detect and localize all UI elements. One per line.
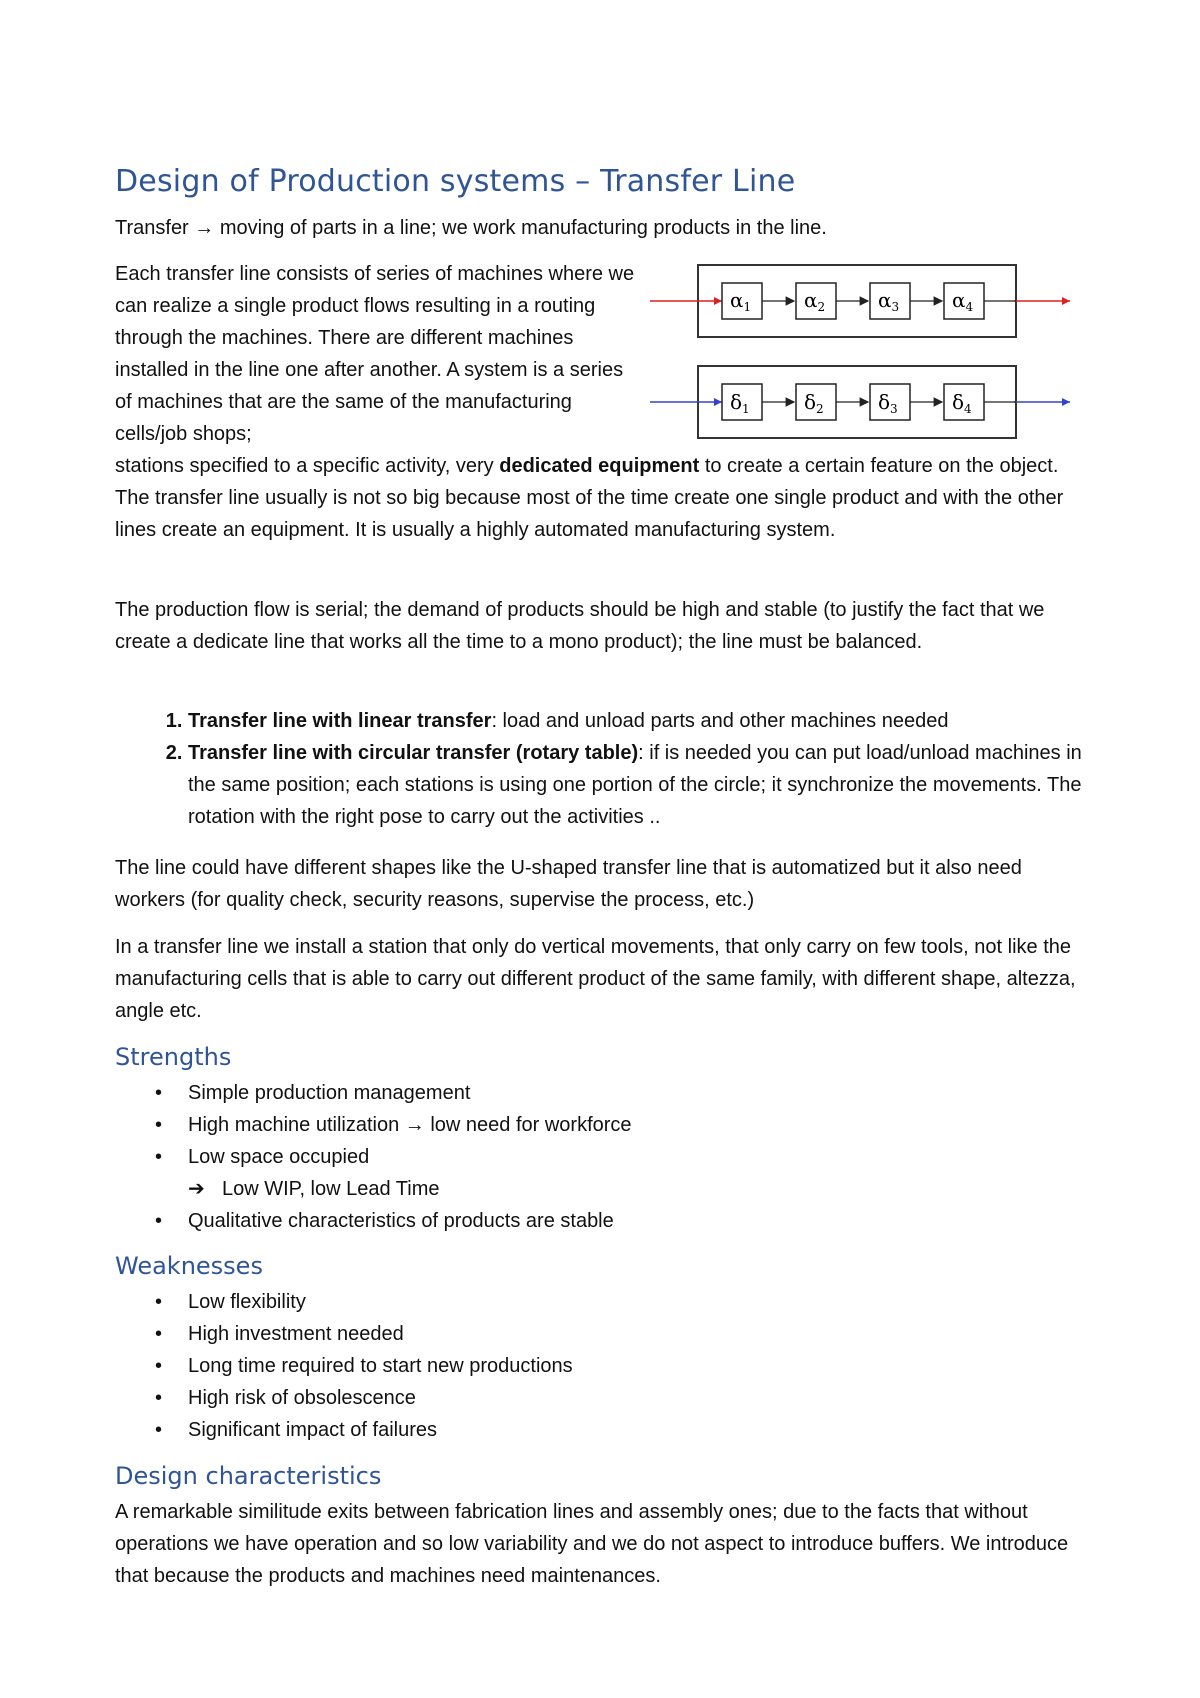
delta-output-arrow-icon — [1062, 398, 1070, 406]
bullet-icon: • — [155, 1291, 163, 1313]
machine-label: $\delta_1$ — [730, 390, 750, 416]
list-item: 1. Transfer line with linear transfer: load and unload parts and other machines needed — [188, 705, 1088, 737]
bullet-icon: • — [155, 1210, 163, 1232]
list-item: • High risk of obsolescence — [115, 1382, 573, 1414]
arrow-icon: → — [194, 217, 215, 239]
strengths-list — [115, 1077, 632, 1237]
machine-label: $\alpha_2$ — [804, 288, 826, 314]
bullet-icon: • — [155, 1387, 163, 1409]
line-shapes-paragraph: The line could have different shapes like the U-shaped transfer line that is automatized but it also need workers (for quality check, security reasons, supervise the process, etc.) — [115, 857, 1022, 911]
weaknesses-heading: Weaknesses — [115, 1252, 263, 1280]
design-paragraph: A remarkable similitude exits between fabrication lines and assembly ones; due to the facts that without operations we have operation and so low variability and we do not aspect to introduce buffers. We introduce that because the products and machines need maintenances. — [115, 1501, 1069, 1587]
dedicated-equipment-term: dedicated equipment — [499, 455, 700, 477]
intro-line — [115, 212, 1090, 244]
transfer-line-diagram — [650, 262, 1070, 442]
strengths-heading: Strengths — [115, 1043, 232, 1071]
list-item: • Low space occupied — [115, 1141, 632, 1173]
transfer-line-types-list — [115, 705, 1088, 833]
design-characteristics-heading: Design characteristics — [115, 1462, 382, 1490]
machine-label: $\alpha_4$ — [952, 288, 974, 314]
station-paragraph: In a transfer line we install a station that only do vertical movements, that only carry on few tools, not like the manufacturing cells that is able to carry out different product of the same family, with different shape, altezza, angle etc. — [115, 936, 1076, 1022]
machine-label: $\delta_2$ — [804, 390, 824, 416]
alpha-output-arrow-icon — [1062, 297, 1070, 305]
arrow-bullet-icon: ➔ — [188, 1178, 205, 1200]
machine-label: $\alpha_1$ — [730, 288, 752, 314]
machine-label: $\alpha_3$ — [878, 288, 900, 314]
list-sub-item: ➔ Low WIP, low Lead Time — [115, 1173, 632, 1205]
list-item: • Significant impact of failures — [115, 1414, 573, 1446]
weaknesses-list — [115, 1286, 573, 1446]
list-item: • High machine utilization → low need for workforce — [115, 1109, 632, 1141]
list-item: • Qualitative characteristics of products are stable — [115, 1205, 632, 1237]
list-item: • High investment needed — [115, 1318, 573, 1350]
machine-label: $\delta_4$ — [952, 390, 972, 416]
alpha-input-arrow-icon — [714, 297, 722, 305]
bullet-icon: • — [155, 1323, 163, 1345]
intro-paragraph: Each transfer line consists of series of machines where we can realize a single product flows resulting in a routing through the machines. There are different machines installed in the line one after another. A system is a series of machines that are the same of the manufacturing cells/job shops; — [115, 263, 635, 445]
list-item: • Low flexibility — [115, 1286, 573, 1318]
bullet-icon: • — [155, 1146, 163, 1168]
intro-paragraph-continued: stations specified to a specific activity, very dedicated equipment to create a certain feature on the object. The transfer line usually is not so big because most of the time create one single product and with the other lines create an equipment. It is usually a highly automated manufacturing system. — [115, 455, 1064, 541]
bullet-icon: • — [155, 1419, 163, 1441]
delta-input-arrow-icon — [714, 398, 722, 406]
delta-machines — [722, 384, 1016, 420]
bullet-icon: • — [155, 1114, 163, 1136]
list-item: • Simple production management — [115, 1077, 632, 1109]
production-flow-paragraph: The production flow is serial; the demand of products should be high and stable (to justify the fact that we create a dedicate line that works all the time to a mono product); the line must be balanced. — [115, 599, 1045, 653]
list-item: • Long time required to start new productions — [115, 1350, 573, 1382]
intro-line-term: Transfer — [115, 217, 195, 239]
list-item: 2. Transfer line with circular transfer (rotary table): if is needed you can put load/unload machines in the same position; each stations is using one portion of the circle; it synchronize the movements. The rotation with the right pose to carry out the activities .. — [188, 737, 1088, 833]
page-title: Design of Production systems – Transfer Line — [115, 164, 796, 199]
alpha-machines — [722, 283, 1016, 319]
machine-label: $\delta_3$ — [878, 390, 898, 416]
bullet-icon: • — [155, 1355, 163, 1377]
bullet-icon: • — [155, 1082, 163, 1104]
intro-line-definition: moving of parts in a line; we work manufacturing products in the line. — [214, 217, 827, 239]
